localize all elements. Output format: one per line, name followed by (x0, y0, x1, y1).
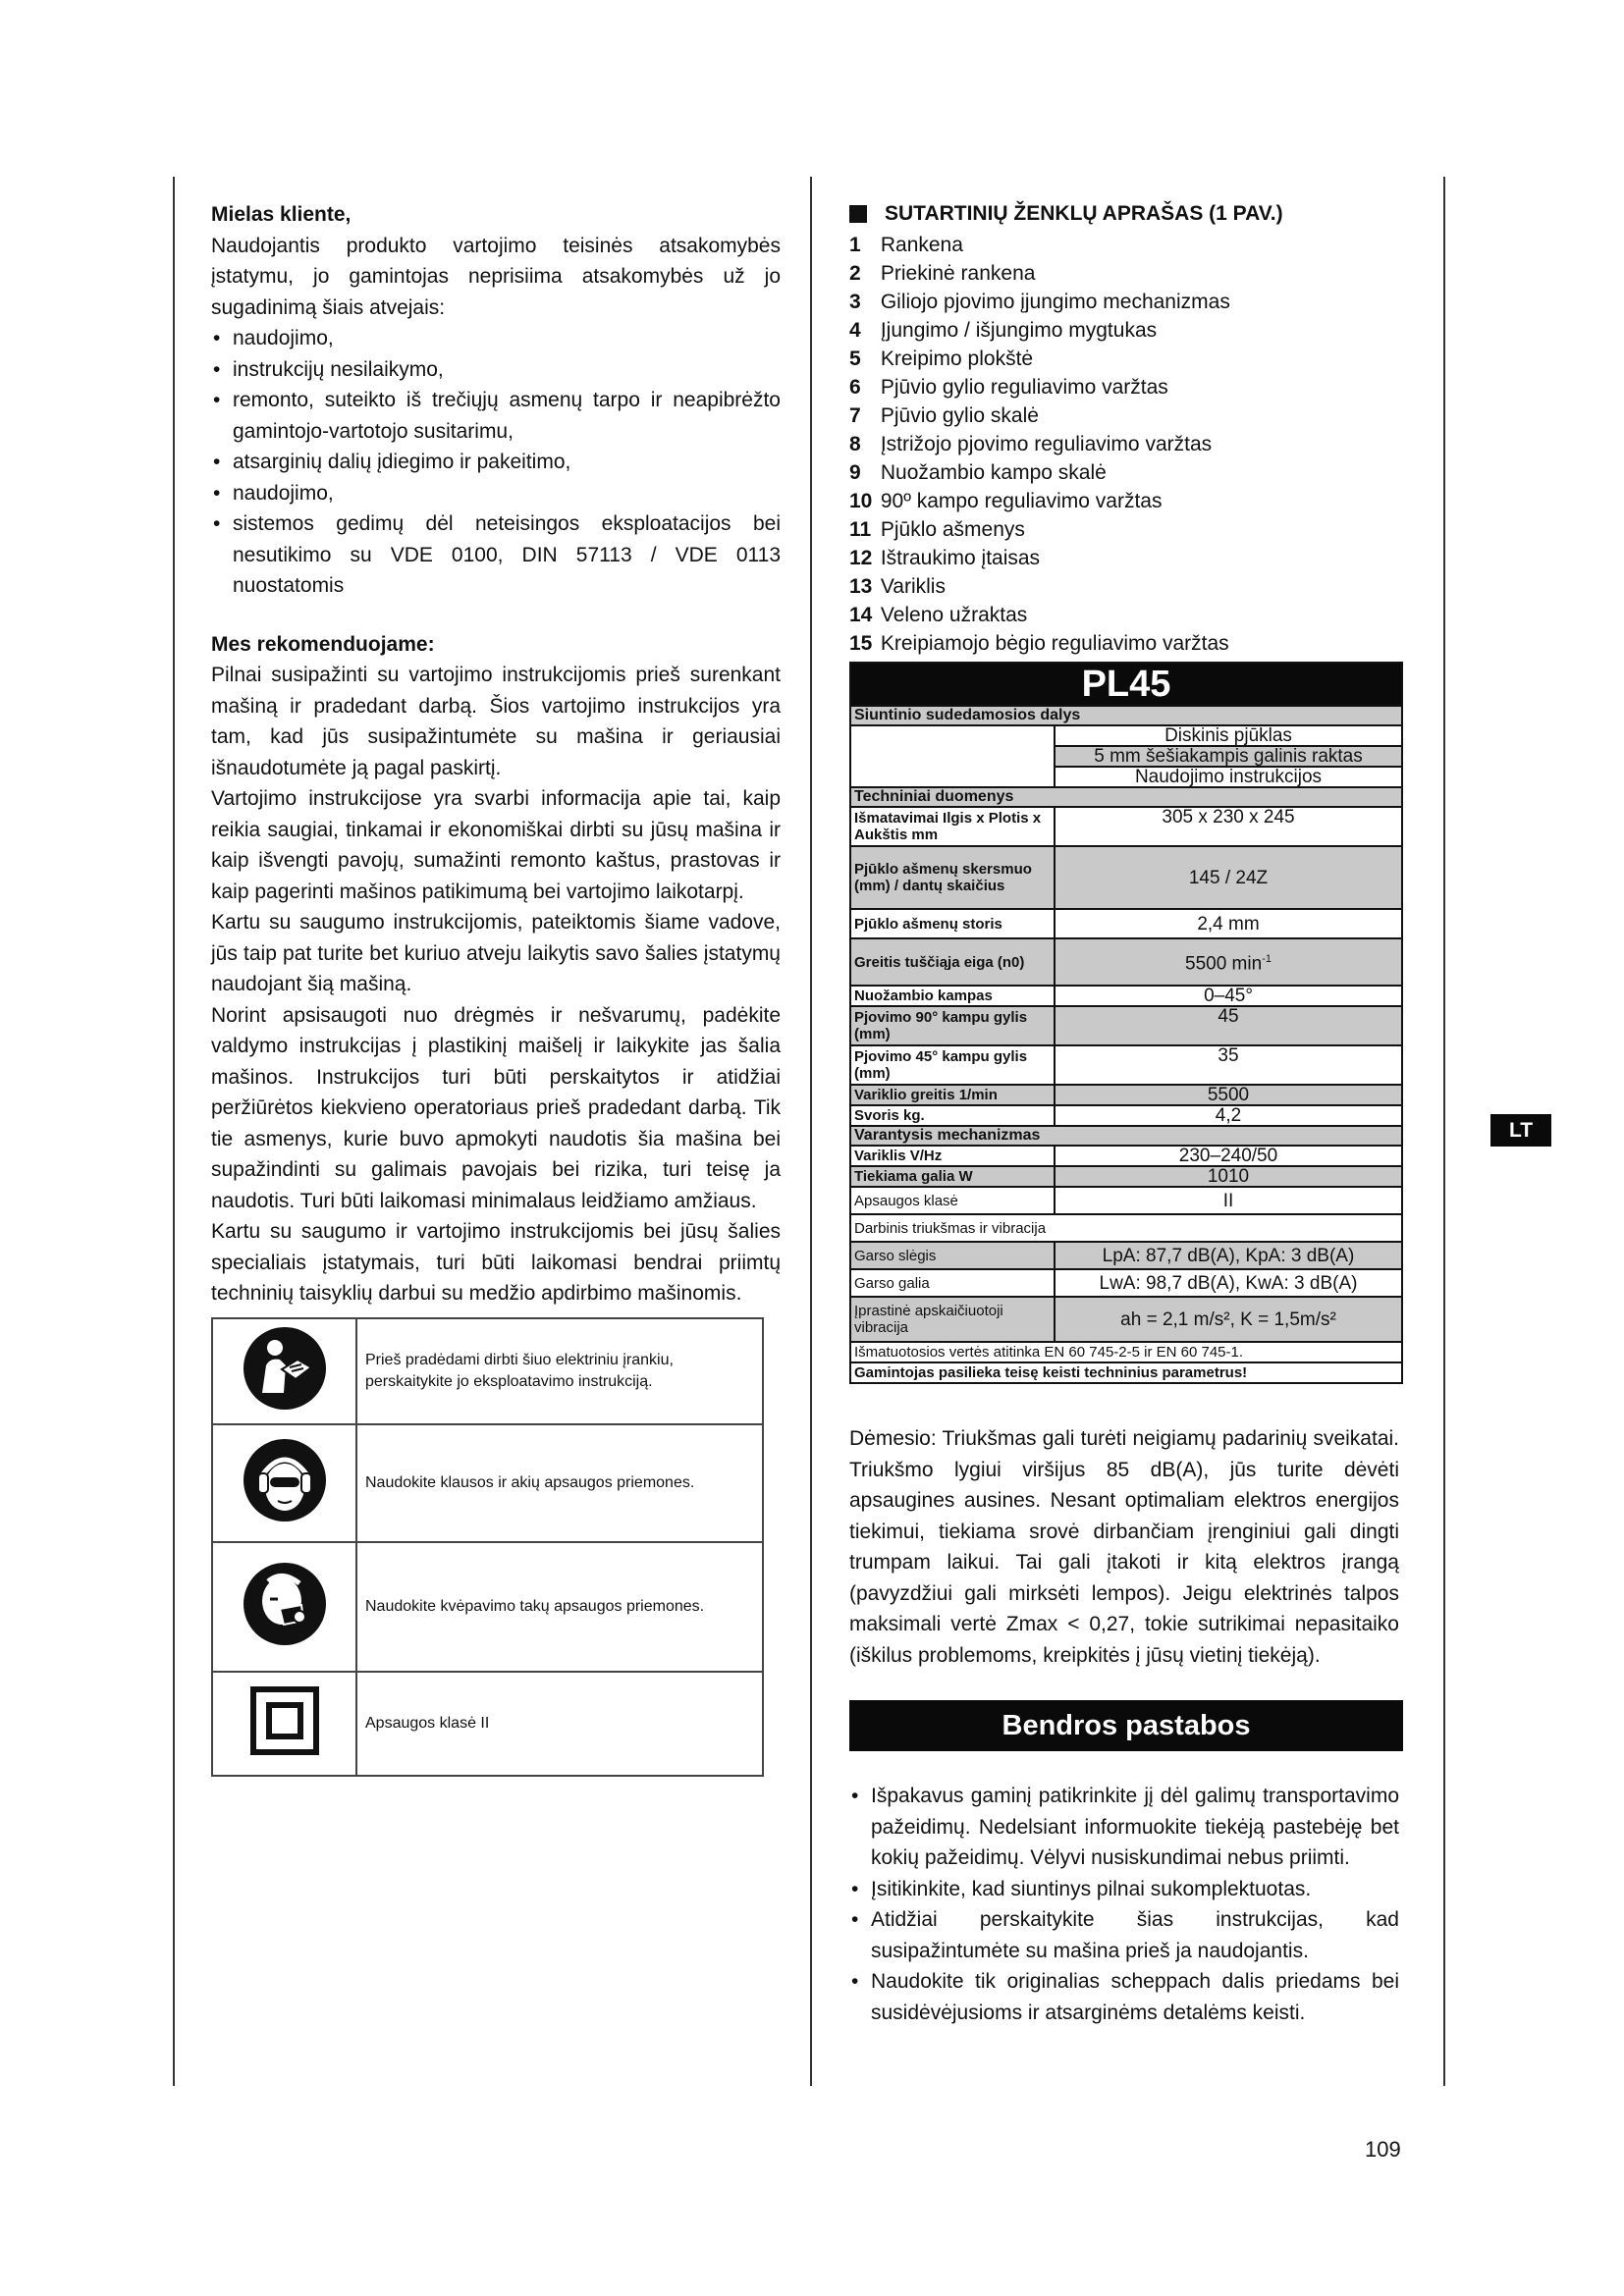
symbol-row (212, 1672, 763, 1776)
paragraph: Vartojimo instrukcijose yra svarbi informacija apie tai, kaip reikia saugiai, tinkamai ir ekonomiškai dirbti su jūsų mašina ir kaip išvengti pavojų, sumažinti remonto kaštus, prastovas ir kaip pagerinti mašinos patikimumą bei vartojimo laikotarpį. (211, 787, 781, 903)
legend-heading: SUTARTINIŲ ŽENKLŲ APRAŠAS (1 PAV.) (849, 199, 1399, 229)
list-item: • naudojimo, (211, 478, 781, 509)
list-item: 8 Įstrižojo pjovimo reguliavimo varžtas (849, 433, 1213, 455)
list-item: • Naudokite tik originalias scheppach dalis priedams bei susidėvėjusioms ir atsarginėms detalėms keisti. (849, 1966, 1399, 2028)
attention-paragraph: Dėmesio: Triukšmas gali turėti neigiamų padarinių sveikatai. Triukšmo lygiui viršijus 85 dB(A), jūs turite dėvėti apsaugines ausines. Nesant optimaliam elektros energijos tiekimui, tiekiama srovė dirbančiam įrenginiui gali dingti trumpam laikui. Tai gali įtakoti ir kitą elektros įrangą (pavyzdžiui gali mirksėti lempos). Jeigu elektrinės talpos maksimali vertė Zmax < 0,27, tokie sutrikimai nepasitaiko (iškilus problemoms, kreipkitės į jūsų vietinį tiekėją). (849, 1427, 1399, 1667)
list-item: 2 Priekinė rankena (849, 262, 1036, 285)
list-item: • remonto, suteikto iš trečiųjų asmenų tarpo ir neapibrėžto gamintojo-vartotojo susitarimu, (211, 385, 781, 447)
read-manual-icon (241, 1324, 329, 1413)
spec-label: Apsaugos klasė (850, 1187, 1055, 1214)
left-column (211, 199, 781, 1777)
spec-label: Nuožambio kampas (850, 986, 1055, 1006)
list-item: 11 Pjūklo ašmenys (849, 518, 1025, 541)
list-item: 10 90º kampo reguliavimo varžtas (849, 490, 1163, 512)
ear-eye-protection-icon (241, 1436, 329, 1524)
list-item: 13 Variklis (849, 575, 946, 598)
tech-header: Techniniai duomenys (850, 787, 1402, 807)
legend-list (849, 231, 1399, 658)
list-item: 14 Veleno užraktas (849, 604, 1028, 626)
spec-label: Pjūklo ašmenų storis (850, 909, 1055, 938)
list-item: 5 Kreipimo plokštė (849, 347, 1034, 370)
general-notes-list (849, 1781, 1399, 2028)
center-divider-line (810, 177, 812, 2086)
greeting: Mielas kliente, (211, 203, 352, 226)
intro-text: Naudojantis produkto vartojimo teisinės atsakomybės įstatymu, jo gamintojas neprisiima atsakomybės už jo sugadinimą šiais atvejais: (211, 234, 781, 319)
list-item: • sistemos gedimų dėl neteisingos eksploatacijos bei nesutikimo su VDE 0100, DIN 57113 / VDE 0113 nuostatomis (211, 508, 781, 602)
list-item: 3 Giliojo pjovimo įjungimo mechanizmas (849, 291, 1230, 313)
symbol-text: Naudokite kvėpavimo takų apsaugos priemones. (356, 1542, 763, 1672)
delivery-item: Diskinis pjūklas (1055, 725, 1402, 746)
symbol-row (212, 1424, 763, 1542)
protection-class-2-icon (249, 1685, 320, 1756)
spec-value: 145 / 24Z (1055, 846, 1402, 909)
list-item: • atsarginių dalių įdiegimo ir pakeitimo, (211, 447, 781, 478)
list-item: 15 Kreipiamojo bėgio reguliavimo varžtas (849, 632, 1229, 655)
list-item: 1 Rankena (849, 234, 963, 256)
symbol-row (212, 1542, 763, 1672)
rights-note: Gamintojas pasilieka teisę keisti techninius parametrus! (850, 1362, 1402, 1383)
symbol-row (212, 1318, 763, 1424)
spec-label: Greitis tuščiąja eiga (n0) (850, 938, 1055, 986)
list-item: • Įsitikinkite, kad siuntinys pilnai sukomplektuotas. (849, 1874, 1399, 1905)
spec-value: 305 x 230 x 245 (1055, 807, 1402, 846)
spec-value: II (1055, 1187, 1402, 1214)
spec-value: 2,4 mm (1055, 909, 1402, 938)
spec-label: Pjovimo 90° kampu gylis (mm) (850, 1006, 1055, 1045)
spec-value: 4,2 (1055, 1105, 1402, 1126)
spec-label: Svoris kg. (850, 1105, 1055, 1126)
spec-value: 35 (1055, 1045, 1402, 1085)
right-border-line (1443, 177, 1445, 2086)
symbol-text: Apsaugos klasė II (356, 1672, 763, 1776)
spec-value: ah = 2,1 m/s², K = 1,5m/s² (1055, 1297, 1402, 1342)
list-item: • instrukcijų nesilaikymo, (211, 354, 781, 386)
symbol-text: Naudokite klausos ir akių apsaugos priemones. (356, 1424, 763, 1542)
spec-label: Išmatavimai Ilgis x Plotis x Aukštis mm (850, 807, 1055, 846)
delivery-item: Naudojimo instrukcijos (1055, 767, 1402, 787)
paragraph: Norint apsisaugoti nuo drėgmės ir nešvarumų, padėkite valdymo instrukcijas į plastikinį maišelį ir laikykite jas šalia mašinos. Instrukcijos turi būti perskaitytos ir atidžiai peržiūrėtos kiekvieno operatoriaus prieš pradedant darbą. Tik tie asmenys, kurie buvo apmokyti naudotis šia mašina bei supažindinti su galimais pavojais bei rizika, turi teisę ja naudotis. Turi būti laikomasi minimalaus leidžiamo amžiaus. (211, 1003, 781, 1212)
spec-value: LwA: 98,7 dB(A), KwA: 3 dB(A) (1055, 1269, 1402, 1297)
spec-label: Tiekiama galia W (850, 1166, 1055, 1187)
spec-label: Pjovimo 45° kampu gylis (mm) (850, 1045, 1055, 1085)
delivery-header: Siuntinio sudedamosios dalys (850, 706, 1402, 725)
list-item: 12 Ištraukimo įtaisas (849, 547, 1041, 569)
list-item: • naudojimo, (211, 323, 781, 354)
respiratory-protection-icon (241, 1560, 329, 1648)
spec-value: 45 (1055, 1006, 1402, 1045)
paragraph: Pilnai susipažinti su vartojimo instrukcijomis prieš surenkant mašiną ir pradedant darbą. Šios vartojimo instrukcijos yra tam, kad jūs susipažintumėte su mašina ir geriausiai išnaudotumėte ją pagal paskirtį. (211, 664, 781, 779)
safety-symbols-table (211, 1317, 764, 1777)
spec-label: Pjūklo ašmenų skersmuo (mm) / dantų skaičius (850, 846, 1055, 909)
spec-table (849, 662, 1403, 1384)
symbol-text: Prieš pradėdami dirbti šiuo elektriniu įrankiu, perskaitykite jo eksploatavimo instrukciją. (356, 1318, 763, 1424)
list-item: • Atidžiai perskaitykite šias instrukcijas, kad susipažintumėte su mašina prieš ja naudojantis. (849, 1904, 1399, 1966)
list-item: • Išpakavus gaminį patikrinkite jį dėl galimų transportavimo pažeidimų. Nedelsiant informuokite tiekėją pastebėję bet kokių pažeidimų. Vėlyvi nusiskundimai nebus priimti. (849, 1781, 1399, 1874)
spec-value: 1010 (1055, 1166, 1402, 1187)
measured-note: Išmatuotosios vertės atitinka EN 60 745-2-5 ir EN 60 745-1. (850, 1342, 1402, 1362)
page-number: 109 (1365, 2137, 1401, 2162)
spec-value: 0–45° (1055, 986, 1402, 1006)
spec-value: LpA: 87,7 dB(A), KpA: 3 dB(A) (1055, 1242, 1402, 1269)
spec-label: Garso slėgis (850, 1242, 1055, 1269)
section-title-general: Bendros pastabos (849, 1700, 1403, 1751)
spec-label: Variklio greitis 1/min (850, 1085, 1055, 1105)
list-item: 7 Pjūvio gylio skalė (849, 404, 1039, 427)
recommend-heading: Mes rekomenduojame: (211, 632, 435, 656)
square-bullet-icon (849, 205, 867, 223)
paragraph: Kartu su saugumo instrukcijomis, pateiktomis šiame vadove, jūs taip pat turite bet kuriuo atveju laikytis savo šalies įstatymų naudojant šią mašiną. (211, 911, 781, 995)
model-title: PL45 (850, 663, 1402, 706)
spec-value: 5500 $\min^{-1}$ (1055, 938, 1402, 986)
spec-label: Variklis V/Hz (850, 1146, 1055, 1166)
delivery-item: 5 mm šešiakampis galinis raktas (1055, 746, 1402, 767)
left-border-line (173, 177, 175, 2086)
right-column (849, 199, 1399, 2028)
language-tab: LT (1490, 1114, 1551, 1147)
list-item: 6 Pjūvio gylio reguliavimo varžtas (849, 376, 1168, 399)
spec-label: Garso galia (850, 1269, 1055, 1297)
spec-value: 230–240/50 (1055, 1146, 1402, 1166)
list-item: 4 Įjungimo / išjungimo mygtukas (849, 319, 1158, 342)
liability-cases-list (211, 323, 781, 602)
noise-header: Darbinis triukšmas ir vibracija (850, 1214, 1402, 1242)
spec-value: 5500 (1055, 1085, 1402, 1105)
drive-header: Varantysis mechanizmas (850, 1126, 1402, 1146)
list-item: 9 Nuožambio kampo skalė (849, 461, 1107, 484)
paragraph: Kartu su saugumo ir vartojimo instrukcijomis bei jūsų šalies specialiais įstatymais, turi būti laikomasi bendrai priimtų techninių taisyklių darbui su medžio apdirbimo mašinomis. (211, 1220, 781, 1305)
spec-label: Įprastinė apskaičiuotoji vibracija (850, 1297, 1055, 1342)
